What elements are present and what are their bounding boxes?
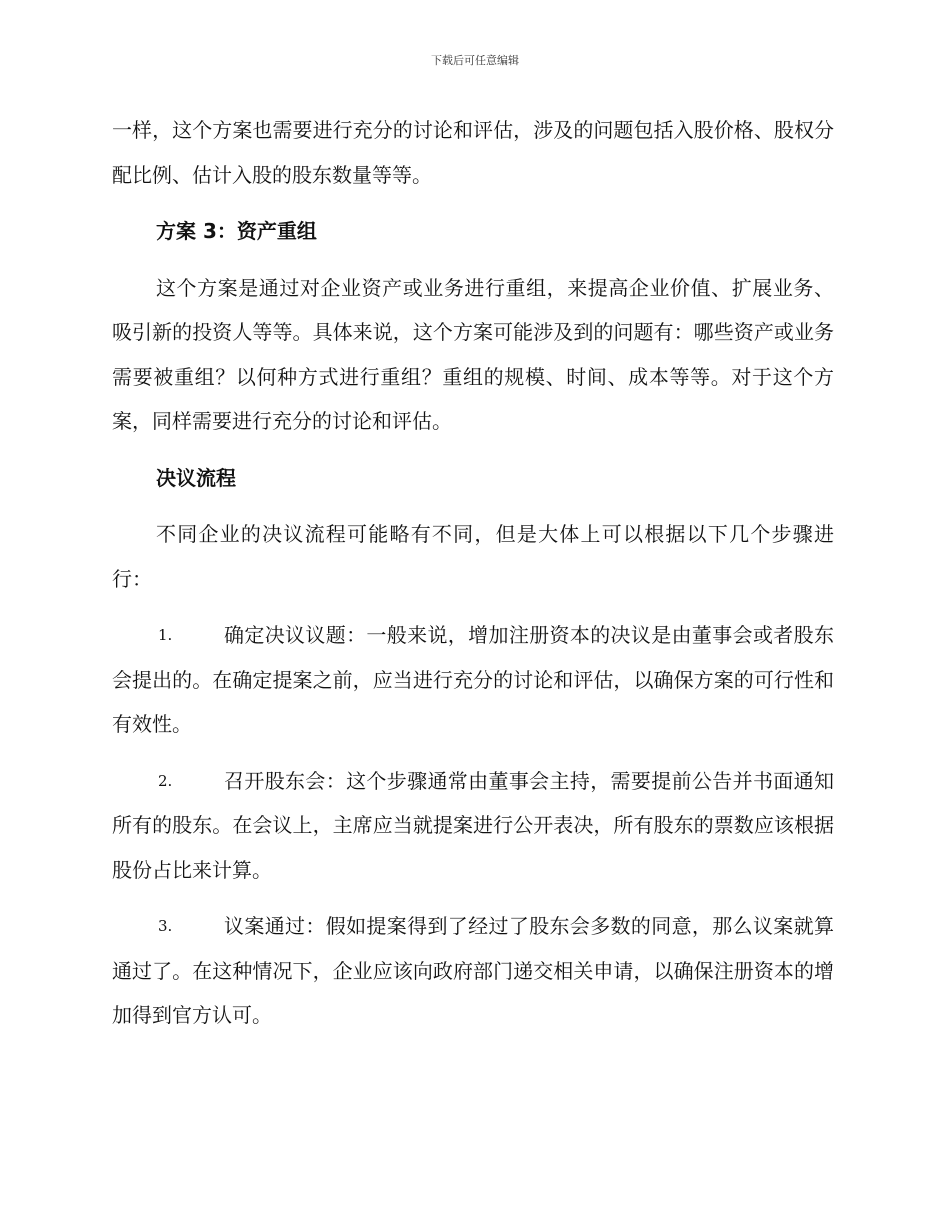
list-item-text: 召开股东会：这个步骤通常由董事会主持，需要提前公告并书面通知所有的股东。在会议上，主席应当就提案进行公开表决，所有股东的票数应该根据股份占比来计算。 [112, 768, 834, 882]
list-item-number: 2. [158, 771, 173, 790]
list-item-text: 议案通过：假如提案得到了经过了股东会多数的同意，那么议案就算通过了。在这种情况下，企业应该向政府部门递交相关申请，以确保注册资本的增加得到官方认可。 [112, 914, 834, 1027]
paragraph-plan-3: 这个方案是通过对企业资产或业务进行重组，来提高企业价值、扩展业务、吸引新的投资人等等。具体来说，这个方案可能涉及到的问题有：哪些资产或业务需要被重组？以何种方式进行重组？重组的规模、时间、成本等等。对于这个方案，同样需要进行充分的讨论和评估。 [112, 275, 834, 433]
list-item-number: 1. [158, 626, 173, 644]
spacer [112, 254, 834, 266]
spacer [112, 747, 834, 759]
list-item-number: 3. [158, 917, 173, 935]
paragraph-continuation: 一样，这个方案也需要进行充分的讨论和评估，涉及的问题包括入股价格、股权分配比例、估计入股的股东数量等等。 [112, 118, 834, 187]
section-heading-resolution-process: 决议流程 [156, 465, 236, 490]
paragraph-resolution-intro: 不同企业的决议流程可能略有不同，但是大体上可以根据以下几个步骤进行： [112, 522, 834, 591]
spacer [112, 892, 834, 904]
spacer [112, 601, 834, 613]
spacer [112, 444, 834, 456]
list-item [112, 759, 834, 893]
spacer [112, 197, 834, 209]
list-item [112, 904, 834, 1038]
list-item-text: 确定决议议题：一般来说，增加注册资本的决议是由董事会或者股东会提出的。在确定提案之前，应当进行充分的讨论和评估，以确保方案的可行性和有效性。 [112, 623, 834, 736]
page-header: 下载后可任意编辑 [431, 54, 519, 67]
section-heading-plan-3: 方案 3：资产重组 [156, 219, 317, 243]
document-body [112, 108, 834, 1038]
list-item [112, 613, 834, 747]
spacer [112, 500, 834, 512]
